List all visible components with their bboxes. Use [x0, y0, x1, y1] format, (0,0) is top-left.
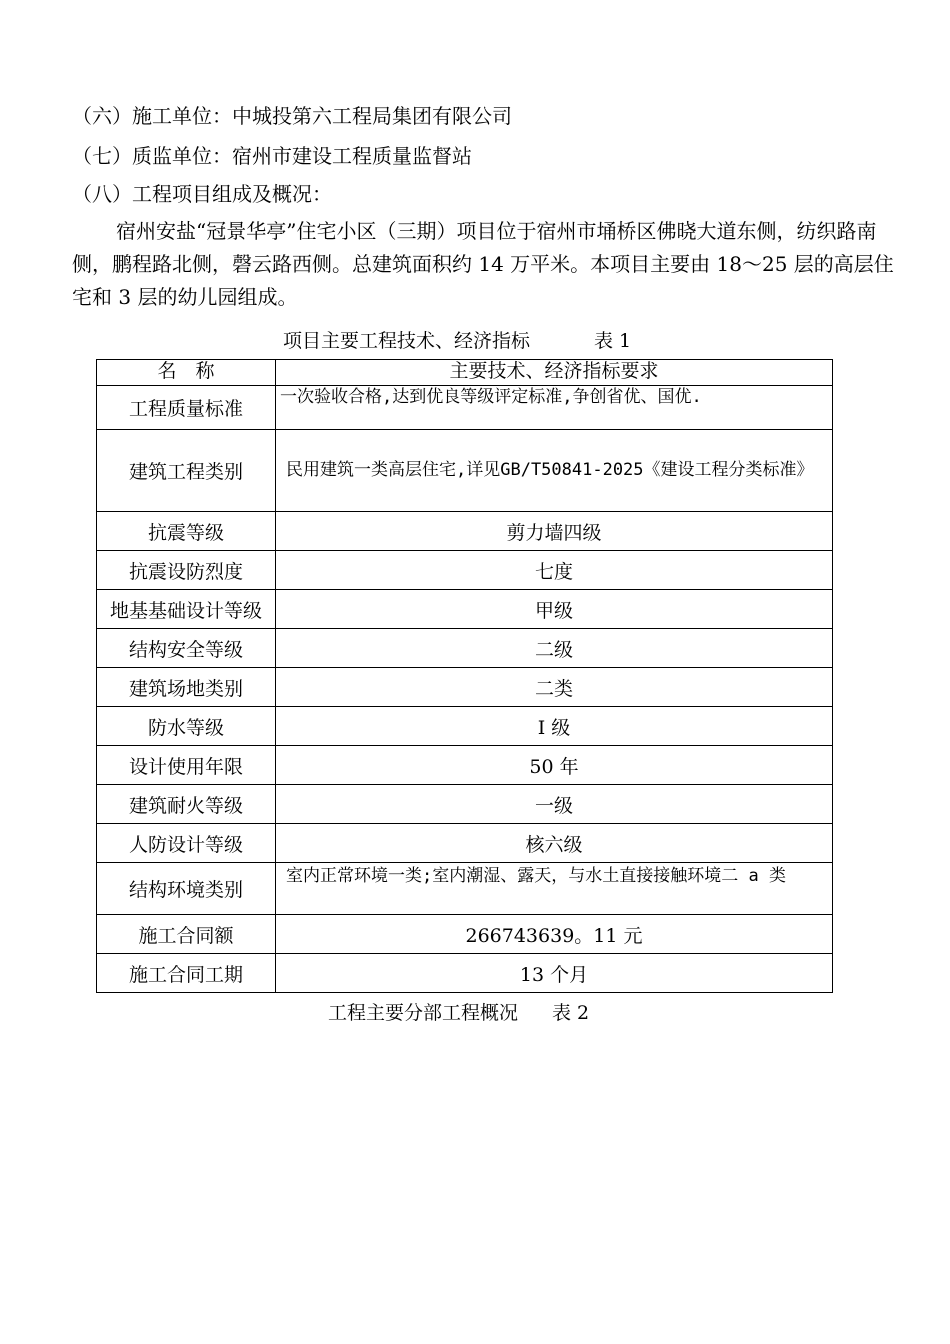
table-row	[97, 668, 833, 707]
header-name-cell: 名 称	[97, 360, 276, 386]
row-value-cell: Ⅰ 级	[276, 707, 833, 746]
row-value-cell: 50 年	[276, 746, 833, 785]
table-row	[97, 590, 833, 629]
row-value-cell: 13 个月	[276, 954, 833, 993]
construction-unit-line: （六）施工单位：中城投第六工程局集团有限公司	[72, 104, 512, 128]
table-row	[97, 785, 833, 824]
table1-label: 表 1	[594, 330, 632, 352]
table-row	[97, 386, 833, 430]
row-name-cell: 结构安全等级	[97, 629, 276, 668]
row-value-cell: 266743639。11 元	[276, 915, 833, 954]
row-name-cell: 施工合同额	[97, 915, 276, 954]
row-name-cell: 建筑耐火等级	[97, 785, 276, 824]
technical-economic-indicator-table	[96, 359, 833, 993]
row-name-cell: 抗震设防烈度	[97, 551, 276, 590]
row-name-cell: 建筑工程类别	[97, 430, 276, 512]
row-value-cell: 民用建筑一类高层住宅,详见GB/T50841-2025《建设工程分类标准》	[276, 430, 833, 512]
table2-label: 表 2	[552, 1002, 590, 1024]
table1-title: 项目主要工程技术、经济指标	[283, 330, 531, 352]
table-row	[97, 629, 833, 668]
row-value-cell: 二级	[276, 629, 833, 668]
row-value-cell: 二类	[276, 668, 833, 707]
quality-supervision-line: （七）质监单位：宿州市建设工程质量监督站	[72, 144, 472, 168]
row-value-cell: 一次验收合格,达到优良等级评定标准,争创省优、国优.	[276, 386, 833, 430]
row-value-cell: 室内正常环境一类;室内潮湿、露天，与水土直接接触环境二 a 类	[276, 863, 833, 915]
table-row	[97, 954, 833, 993]
row-name-cell: 设计使用年限	[97, 746, 276, 785]
row-value-cell: 甲级	[276, 590, 833, 629]
row-value-cell: 一级	[276, 785, 833, 824]
row-value-cell: 核六级	[276, 824, 833, 863]
row-value-cell: 七度	[276, 551, 833, 590]
row-name-cell: 施工合同工期	[97, 954, 276, 993]
table-row	[97, 915, 833, 954]
row-name-cell: 抗震等级	[97, 512, 276, 551]
table2-title: 工程主要分部工程概况	[328, 1002, 519, 1024]
header-value-cell: 主要技术、经济指标要求	[276, 360, 833, 386]
row-name-cell: 结构环境类别	[97, 863, 276, 915]
table-row	[97, 707, 833, 746]
table-header-row	[97, 360, 833, 386]
table-row	[97, 746, 833, 785]
table-row	[97, 430, 833, 512]
table-row	[97, 512, 833, 551]
table1-caption	[283, 329, 631, 353]
row-name-cell: 工程质量标准	[97, 386, 276, 430]
project-description-paragraph: 宿州安盐“冠景华亭”住宅小区（三期）项目位于宿州市埇桥区佛晓大道东侧，纺织路南侧，鹏程路北侧，磬云路西侧。总建筑面积约 14 万平米。本项目主要由 18～25 层的高层住宅和 3 层的幼儿园组成。	[72, 219, 894, 309]
row-name-cell: 防水等级	[97, 707, 276, 746]
table-row	[97, 863, 833, 915]
row-name-cell: 建筑场地类别	[97, 668, 276, 707]
row-name-cell: 地基基础设计等级	[97, 590, 276, 629]
row-value-cell: 剪力墙四级	[276, 512, 833, 551]
table-row	[97, 551, 833, 590]
row-name-cell: 人防设计等级	[97, 824, 276, 863]
table-row	[97, 824, 833, 863]
project-overview-heading: （八）工程项目组成及概况：	[72, 182, 332, 206]
table2-caption	[328, 1001, 589, 1025]
